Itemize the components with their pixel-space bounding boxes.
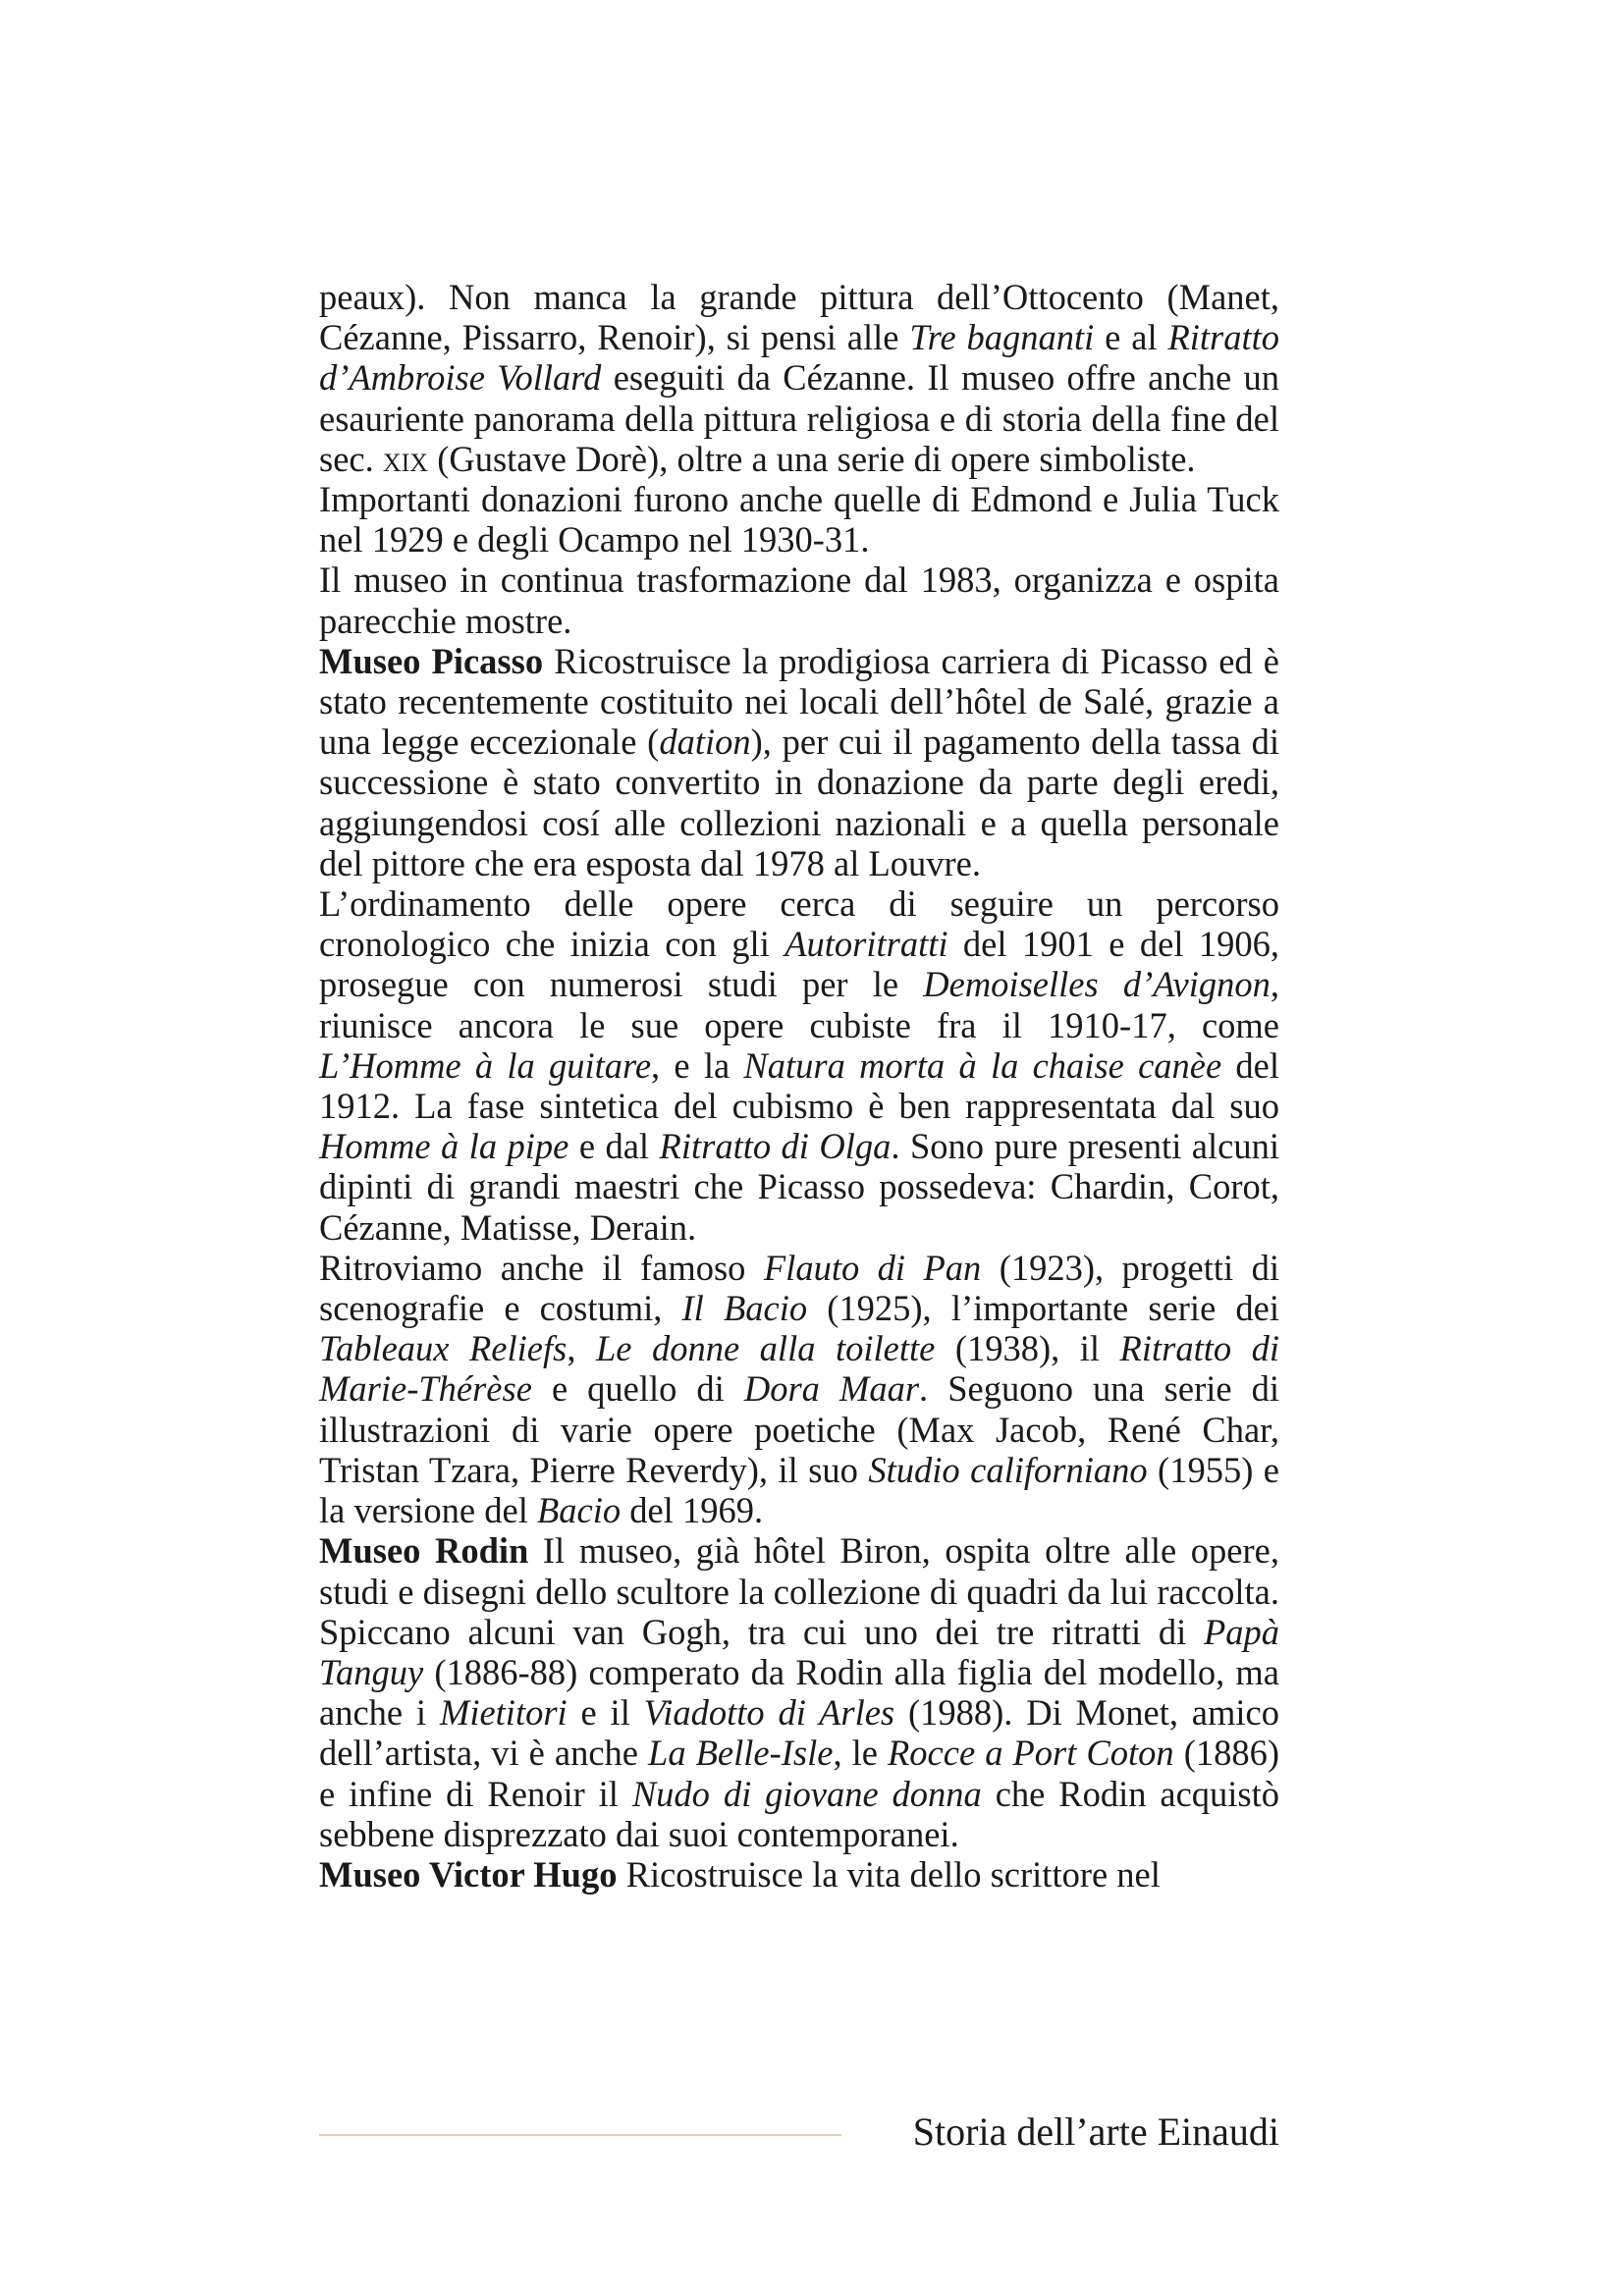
text-run: . Seguono una serie di illustrazioni di varie opere poetiche (Max Jacob, René Char, Tristan Tzara, Pierre Reverdy), il suo xyxy=(319,1368,1279,1490)
text-run: Importanti donazioni furono anche quelle di Edmond e Julia Tuck nel 1929 e degli Ocampo nel 1930-31. xyxy=(319,479,1279,561)
text-run: del 1901 e del 1906, prosegue con numerosi studi per le xyxy=(319,924,1279,1005)
text-run: (1886) e infine di Renoir il xyxy=(319,1733,1280,1814)
italic-text: La Belle-Isle xyxy=(648,1733,834,1774)
paragraph xyxy=(319,883,1279,1248)
italic-text: Ritratto d’Ambroise Vollard xyxy=(319,317,1280,399)
text-run: , le xyxy=(833,1733,889,1774)
italic-text: Ritratto di Marie-Thérèse xyxy=(319,1328,1280,1410)
italic-text: Autoritratti xyxy=(784,924,948,965)
paragraph xyxy=(319,1530,1279,1854)
italic-text: Rocce a Port Coton xyxy=(888,1733,1174,1774)
text-run: , riunisce ancora le sue opere cubiste fra il 1910-17, come xyxy=(319,964,1279,1045)
paragraph xyxy=(319,1248,1279,1530)
italic-text: L’Homme à la guitare xyxy=(319,1044,652,1086)
text-run: (1923), progetti di scenografie e costumi, xyxy=(319,1247,1279,1329)
text-run: , xyxy=(567,1328,596,1369)
text-run: (1988). Di Monet, amico dell’artista, vi è anche xyxy=(319,1692,1279,1774)
section-heading: Museo Victor Hugo xyxy=(319,1853,618,1895)
text-run: peaux). Non manca la grande pittura dell’Ottocento (Manet, Cézanne, Pissarro, Renoir), si pensi alle xyxy=(319,277,1279,358)
footer-title: Storia dell’arte Einaudi xyxy=(912,2109,1279,2154)
small-caps-text: xix xyxy=(382,438,429,479)
text-run: e quello di xyxy=(531,1368,744,1410)
body-text xyxy=(319,277,1279,1895)
text-run: (1955) e la versione del xyxy=(319,1449,1279,1531)
text-run: e il xyxy=(567,1692,644,1734)
paragraph xyxy=(319,641,1279,883)
text-run: e dal xyxy=(568,1126,660,1167)
text-run: (Gustave Dorè), oltre a una serie di opere simboliste. xyxy=(428,438,1196,479)
section-heading: Museo Picasso xyxy=(319,640,544,681)
paragraph xyxy=(319,1854,1279,1895)
italic-text: Studio californiano xyxy=(868,1449,1148,1490)
italic-text: Dora Maar xyxy=(743,1368,920,1410)
italic-text: Flauto di Pan xyxy=(763,1247,982,1288)
paragraph xyxy=(319,479,1279,560)
italic-text: Bacio xyxy=(536,1490,622,1531)
italic-text: Tableaux Reliefs xyxy=(319,1328,568,1369)
text-run: del 1969. xyxy=(621,1490,764,1531)
italic-text: Homme à la pipe xyxy=(319,1126,569,1167)
italic-text: Papà Tanguy xyxy=(319,1611,1279,1692)
italic-text: Tre bagnanti xyxy=(909,317,1095,358)
text-run: Ricostruisce la vita dello scrittore nel xyxy=(617,1853,1161,1895)
paragraph xyxy=(319,560,1279,640)
text-run: Ricostruisce la prodigiosa carriera di Picasso ed è stato recentemente costituito nei locali dell’hôtel de Salé, grazie a una legge eccezionale ( xyxy=(319,640,1279,763)
footer-rule xyxy=(319,2134,841,2136)
text-run: , e la xyxy=(651,1044,744,1086)
italic-text: Ritratto di Olga xyxy=(659,1126,892,1167)
paragraph xyxy=(319,277,1279,479)
italic-text: Viadotto di Arles xyxy=(643,1692,895,1734)
section-heading: Museo Rodin xyxy=(319,1530,529,1572)
italic-text: Natura morta à la chaise canèe xyxy=(743,1044,1222,1086)
text-run: (1925), l’importante serie dei xyxy=(807,1288,1280,1329)
italic-text: Nudo di giovane donna xyxy=(631,1773,982,1814)
text-run: che Rodin acquistò sebbene disprezzato dai suoi contemporanei. xyxy=(319,1773,1280,1854)
text-run: Il museo, già hôtel Biron, ospita oltre alle opere, studi e disegni dello scultore la collezione di quadri da lui raccolta. Spiccano alcuni van Gogh, tra cui uno dei tre ritratti di xyxy=(319,1530,1279,1652)
text-run: . Sono pure presenti alcuni dipinti di grandi maestri che Picasso possedeva: Chardin, Corot, Cézanne, Matisse, Derain. xyxy=(319,1126,1279,1248)
text-run: (1886-88) comperato da Rodin alla figlia del modello, ma anche i xyxy=(319,1651,1279,1734)
text-run: (1938), il xyxy=(935,1328,1120,1369)
text-run: L’ordinamento delle opere cerca di seguire un percorso cronologico che inizia con gli xyxy=(319,883,1279,965)
text-run: Ritroviamo anche il famoso xyxy=(319,1247,764,1288)
italic-text: Mietitori xyxy=(439,1692,568,1734)
text-run: eseguiti da Cézanne. Il museo offre anche un esauriente panorama della pittura religiosa e di storia della fine del sec. xyxy=(319,357,1279,479)
text-run: del 1912. La fase sintetica del cubismo è ben rappresentata dal suo xyxy=(319,1044,1280,1127)
text-run: Il museo in continua trasformazione dal 1983, organizza e ospita parecchie mostre. xyxy=(319,560,1279,641)
text-run: e al xyxy=(1094,317,1168,358)
italic-text: Il Bacio xyxy=(681,1288,808,1329)
text-run: ), per cui il pagamento della tassa di successione è stato convertito in donazione da parte degli eredi, aggiungendosi cosí alle collezioni nazionali e a quella personale del pittore che era esposta dal 1978 al Louvre. xyxy=(319,721,1279,883)
italic-text: dation xyxy=(659,721,751,763)
italic-text: Le donne alla toilette xyxy=(595,1328,936,1369)
italic-text: Demoiselles d’Avignon xyxy=(923,964,1271,1005)
